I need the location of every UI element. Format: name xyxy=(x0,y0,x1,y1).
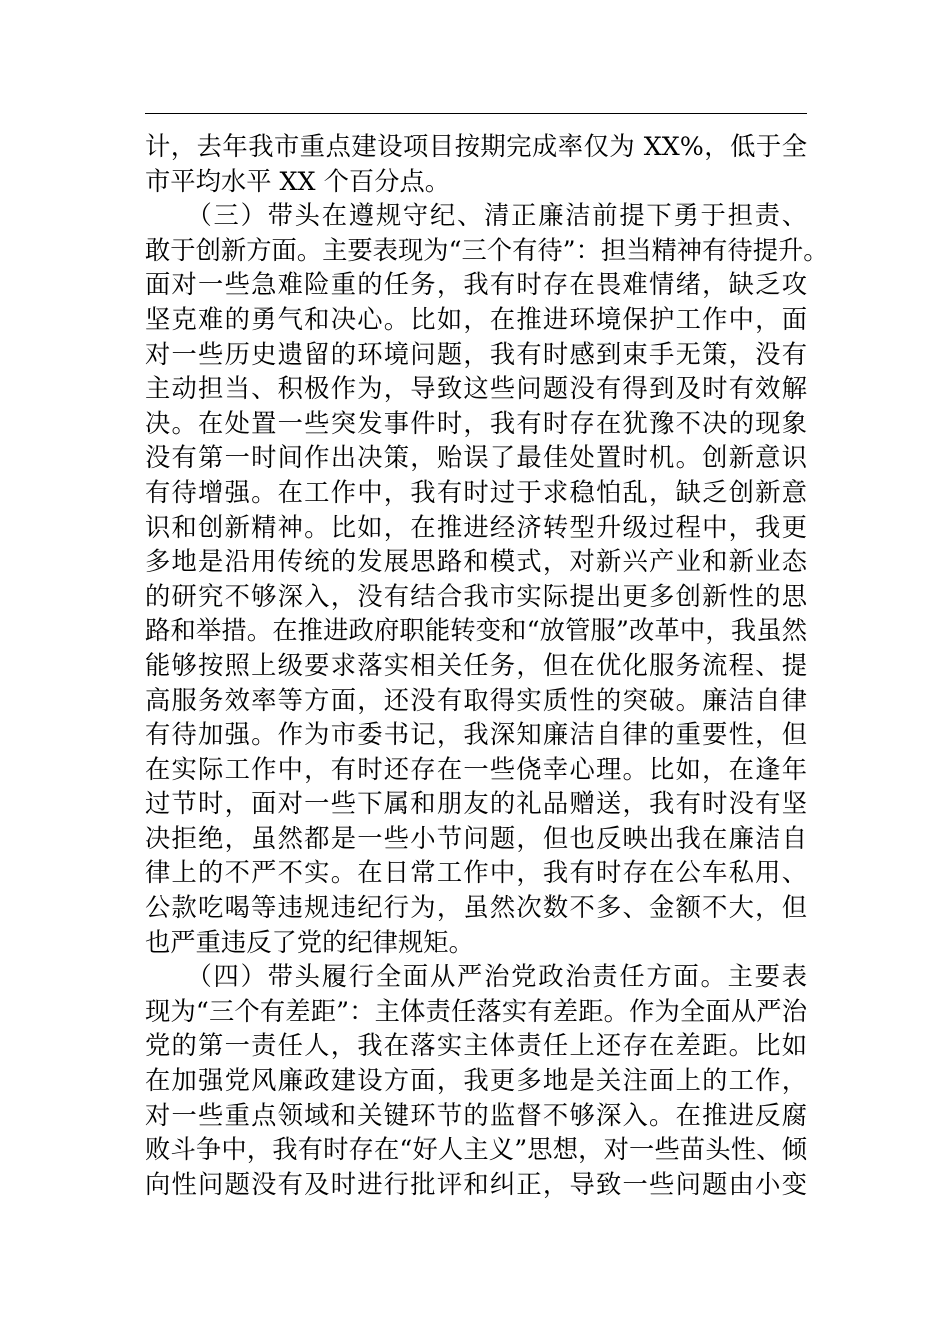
text-line: 现为“三个有差距”：主体责任落实有差距。作为全面从严治 xyxy=(145,996,807,1026)
text-line: 在实际工作中，有时还存在一些侥幸心理。比如，在逢年 xyxy=(145,754,807,784)
text-line: 能够按照上级要求落实相关任务，但在优化服务流程、提 xyxy=(145,650,807,680)
text-line: （三）带头在遵规守纪、清正廉洁前提下勇于担责、 xyxy=(145,201,807,231)
text-line: 没有第一时间作出决策，贻误了最佳处置时机。创新意识 xyxy=(145,443,807,473)
text-line: 计，去年我市重点建设项目按期完成率仅为 XX%，低于全 xyxy=(145,132,807,161)
text-line: 公款吃喝等违规违纪行为，虽然次数不多、金额不大，但 xyxy=(145,893,807,923)
text-line: 市平均水平 XX 个百分点。 xyxy=(145,166,451,196)
text-line: 路和举措。在推进政府职能转变和“放管服”改革中，我虽然 xyxy=(145,616,807,646)
text-line: 的研究不够深入，没有结合我市实际提出更多创新性的思 xyxy=(145,581,807,611)
text-line: 高服务效率等方面，还没有取得实质性的突破。廉洁自律 xyxy=(145,685,807,715)
text-line: 律上的不严不实。在日常工作中，我有时存在公车私用、 xyxy=(145,858,807,888)
text-line: 面对一些急难险重的任务，我有时存在畏难情绪，缺乏攻 xyxy=(145,270,807,300)
text-line: 也严重违反了党的纪律规矩。 xyxy=(145,927,474,957)
text-line: 败斗争中，我有时存在“好人主义”思想，对一些苗头性、倾 xyxy=(145,1135,807,1165)
text-line: 党的第一责任人，我在落实主体责任上还存在差距。比如 xyxy=(145,1031,807,1061)
header-rule xyxy=(145,113,807,114)
text-line: 决拒绝，虽然都是一些小节问题，但也反映出我在廉洁自 xyxy=(145,823,807,853)
text-line: 对一些历史遗留的环境问题，我有时感到束手无策，没有 xyxy=(145,339,807,369)
text-line: 向性问题没有及时进行批评和纠正，导致一些问题由小变 xyxy=(145,1169,807,1199)
text-line: 决。在处置一些突发事件时，我有时存在犹豫不决的现象 xyxy=(145,408,807,438)
text-line: 敢于创新方面。主要表现为“三个有待”：担当精神有待提升。 xyxy=(145,235,829,265)
text-line: 坚克难的勇气和决心。比如，在推进环境保护工作中，面 xyxy=(145,304,807,334)
text-line: （四）带头履行全面从严治党政治责任方面。主要表 xyxy=(145,962,807,992)
text-line: 识和创新精神。比如，在推进经济转型升级过程中，我更 xyxy=(145,512,807,542)
text-line: 过节时，面对一些下属和朋友的礼品赠送，我有时没有坚 xyxy=(145,789,807,819)
text-line: 在加强党风廉政建设方面，我更多地是关注面上的工作， xyxy=(145,1066,807,1096)
text-line: 对一些重点领域和关键环节的监督不够深入。在推进反腐 xyxy=(145,1100,807,1130)
body-text xyxy=(145,130,829,1202)
text-line: 有待加强。作为市委书记，我深知廉洁自律的重要性，但 xyxy=(145,720,807,750)
text-line: 多地是沿用传统的发展思路和模式，对新兴产业和新业态 xyxy=(145,547,807,577)
text-line: 有待增强。在工作中，我有时过于求稳怕乱，缺乏创新意 xyxy=(145,477,807,507)
text-line: 主动担当、积极作为，导致这些问题没有得到及时有效解 xyxy=(145,374,807,404)
